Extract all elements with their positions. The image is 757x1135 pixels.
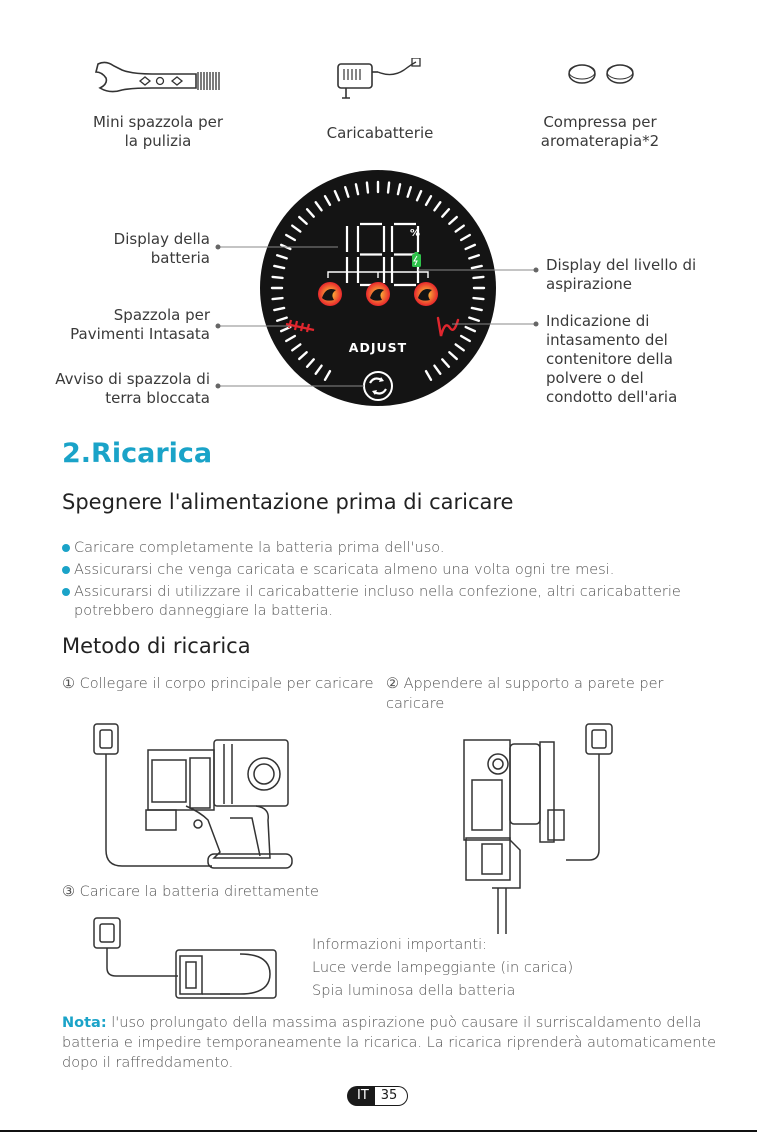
method-title: Metodo di ricarica (62, 634, 251, 658)
charger-image (332, 58, 424, 104)
step-3-illustration (90, 914, 290, 1004)
page-number-badge (347, 1086, 408, 1106)
tick-mark (473, 298, 483, 299)
charger-caption: Caricabatterie (326, 124, 434, 142)
page-number: 35 (375, 1086, 409, 1106)
note-block (62, 1013, 752, 1073)
bullet-1: Caricare completamente la batteria prima dell'uso. (74, 540, 445, 556)
label-floor-brush: Avviso di spazzola di terra bloccata (55, 370, 210, 407)
tick-mark (388, 183, 389, 193)
label-suction-level: Display del livello di aspirazione (546, 256, 697, 293)
step-1-illustration (90, 720, 300, 880)
label-battery-display: Display della batteria (113, 230, 210, 267)
aromatherapy-tablets-image (564, 62, 640, 88)
step-2-text: ② Appendere al supporto a parete per caricare (386, 676, 664, 712)
battery-icon (412, 252, 421, 267)
step-1-text: ① Collegare il corpo principale per caricare (62, 676, 374, 692)
tick-mark (273, 298, 283, 299)
brush-caption: Mini spazzola per la pulizia (92, 113, 224, 150)
adjust-label: ADJUST (348, 340, 408, 355)
bullet-3: Assicurarsi di utilizzare il caricabatterie incluso nella confezione, altri caricabatterie (74, 584, 681, 600)
bullet-3-continued: potrebbero danneggiare la batteria. (74, 603, 334, 619)
tick-mark (273, 277, 283, 278)
section-title: 2.Ricarica (62, 438, 213, 469)
label-clog-indicator: Indicazione di intasamento del contenitore della polvere o del condotto dell'aria (546, 312, 678, 406)
step-3-text: ③ Caricare la batteria direttamente (62, 884, 319, 900)
important-info: Informazioni importanti: Luce verde lampeggiante (in carica) Spia luminosa della batteria (312, 937, 574, 999)
section-subtitle: Spegnere l'alimentazione prima di caricare (62, 490, 514, 514)
step-2-illustration (452, 720, 622, 940)
tick-mark (473, 277, 483, 278)
bullet-2: Assicurarsi che venga caricata e scaricata almeno una volta ogni tre mesi. (74, 562, 615, 578)
percent-sign: % (410, 228, 421, 239)
note-text-2: batteria e impedire temporaneamente la ricarica. La ricarica riprenderà automaticamente (62, 1035, 717, 1051)
note-label: Nota: (62, 1015, 107, 1031)
tick-mark (367, 183, 368, 193)
note-text-3: dopo il raffreddamento. (62, 1055, 234, 1071)
bottom-border (0, 1130, 757, 1132)
mini-brush-image (92, 58, 224, 96)
note-text-1: l'uso prolungato della massima aspirazione può causare il surriscaldamento della (106, 1015, 702, 1031)
label-clogged-brush: Spazzola per Pavimenti Intasata (70, 306, 210, 343)
language-code: IT (347, 1086, 375, 1106)
tablet-caption: Compressa per aromaterapia*2 (540, 113, 660, 150)
suction-level-icons (318, 282, 438, 306)
